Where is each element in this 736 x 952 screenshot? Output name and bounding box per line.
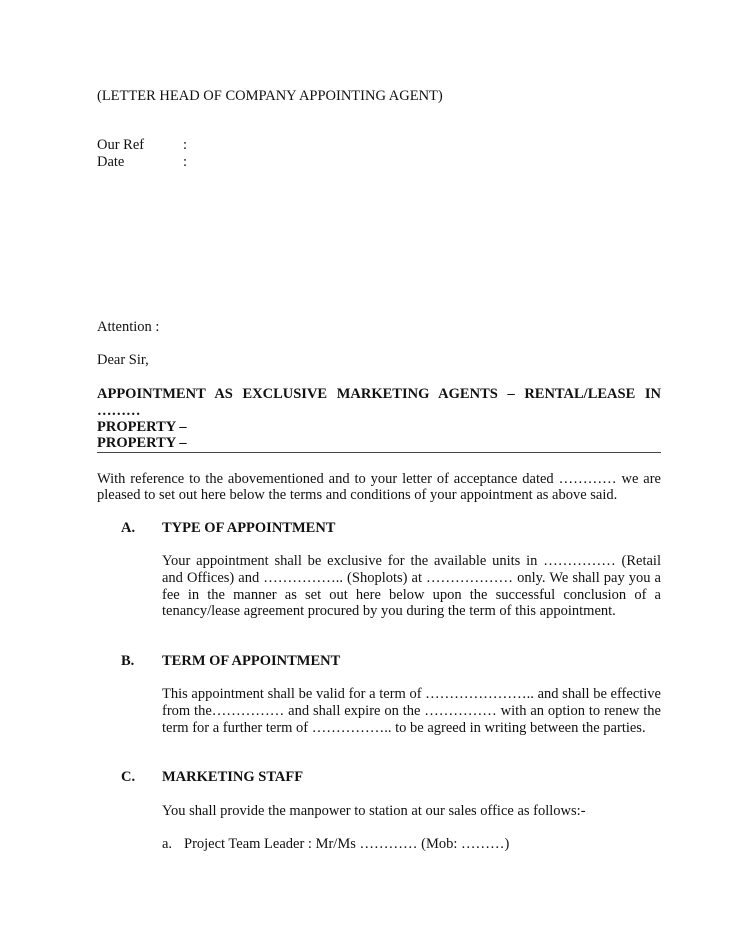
our-ref-label: Our Ref — [97, 137, 145, 153]
salutation: Dear Sir, — [97, 352, 149, 368]
section-a-title: TYPE OF APPOINTMENT — [162, 520, 336, 536]
intro-line-1: With reference to the abovementioned and to your letter of acceptance dated ………… we are — [97, 471, 661, 487]
section-b-line-2: from the…………… and shall expire on the …………… with an option to renew the — [162, 703, 661, 719]
section-c-line-1: You shall provide the manpower to station at our sales office as follows:- — [162, 803, 586, 819]
subject-property-1: PROPERTY – — [97, 419, 187, 435]
section-c-item-a-text: Project Team Leader : Mr/Ms ………… (Mob: ………) — [184, 836, 510, 852]
section-a-letter: A. — [121, 520, 136, 536]
date-label: Date — [97, 154, 125, 170]
section-b-title: TERM OF APPOINTMENT — [162, 653, 341, 669]
section-c-item-a-marker: a. — [162, 836, 173, 852]
section-a-line-3: fee in the manner as set out here below upon the successful conclusion of a — [162, 587, 661, 603]
subject-line-1: APPOINTMENT AS EXCLUSIVE MARKETING AGENTS – RENTAL/LEASE IN — [97, 386, 661, 402]
our-ref-colon: : — [183, 137, 188, 153]
subject-line-2: ……… — [97, 403, 141, 419]
section-c-letter: C. — [121, 769, 136, 785]
section-a-line-4: tenancy/lease agreement procured by you during the term of this appointment. — [162, 603, 616, 619]
section-a-line-1: Your appointment shall be exclusive for the available units in …………… (Retail — [162, 553, 661, 569]
section-a-line-2: and Offices) and …………….. (Shoplots) at ……………… only. We shall pay you a — [162, 570, 661, 586]
letterhead-placeholder: (LETTER HEAD OF COMPANY APPOINTING AGENT) — [97, 88, 443, 104]
section-b-line-3: term for a further term of …………….. to be agreed in writing between the parties. — [162, 720, 646, 736]
section-c-title: MARKETING STAFF — [162, 769, 304, 785]
date-colon: : — [183, 154, 188, 170]
subject-underline — [97, 452, 661, 453]
subject-property-2: PROPERTY – — [97, 435, 187, 451]
section-b-letter: B. — [121, 653, 135, 669]
section-b-line-1: This appointment shall be valid for a term of ………………….. and shall be effective — [162, 686, 661, 702]
attention-line: Attention : — [97, 319, 160, 335]
intro-line-2: pleased to set out here below the terms and conditions of your appointment as above said. — [97, 487, 618, 503]
